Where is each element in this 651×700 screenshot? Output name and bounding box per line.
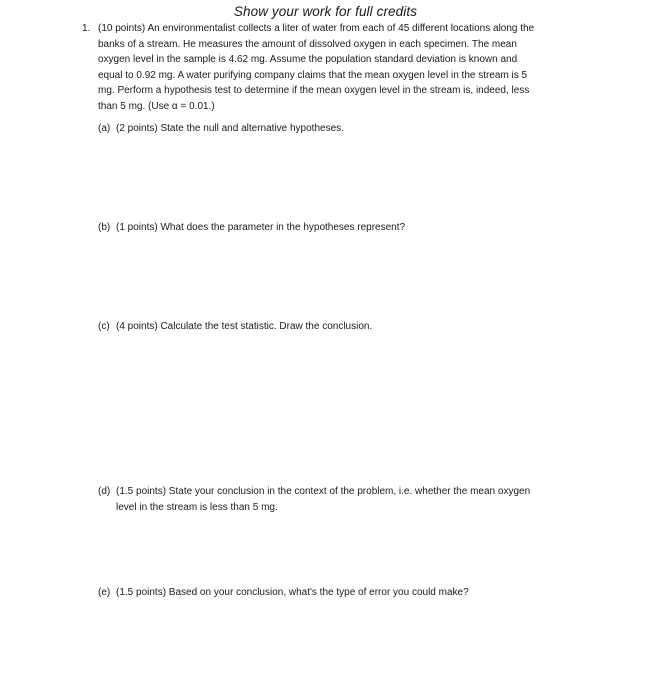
part-b-question: (1 points) What does the parameter in the hypotheses represent? <box>116 222 406 233</box>
part-a-label: (a) <box>98 123 111 134</box>
part-a-question: (2 points) State the null and alternative hypotheses. <box>116 123 344 134</box>
problem-number: 1. <box>82 23 91 34</box>
part-b-label: (b) <box>98 222 111 233</box>
part-d-question: (1.5 points) State your conclusion in the context of the problem, i.e. whether the mean oxygen level in the stream is less than 5 mg. <box>116 486 531 513</box>
part-c-question: (4 points) Calculate the test statistic. Draw the conclusion. <box>116 321 373 332</box>
problem-statement: (10 points) An environmentalist collects a liter of water from each of 45 different locations along the banks of a stream. He measures the amount of dissolved oxygen in each specimen. The mean oxygen level in the sample is 4.62 mg. Assume the population standard deviation is known and equal to 0.92 mg. A water purifying company claims that the mean oxygen level in the stream is 5 mg. Perform a hypothesis test to determine if the mean oxygen level in the stream is, indeed, less than 5 mg. (Use α = 0.01.) <box>98 23 535 112</box>
part-e-label: (e) <box>98 587 111 598</box>
page-title: Show your work for full credits <box>233 4 418 19</box>
part-d-label: (d) <box>98 486 111 497</box>
part-c-label: (c) <box>98 321 110 332</box>
part-e-question: (1.5 points) Based on your conclusion, what's the type of error you could make? <box>116 587 469 598</box>
